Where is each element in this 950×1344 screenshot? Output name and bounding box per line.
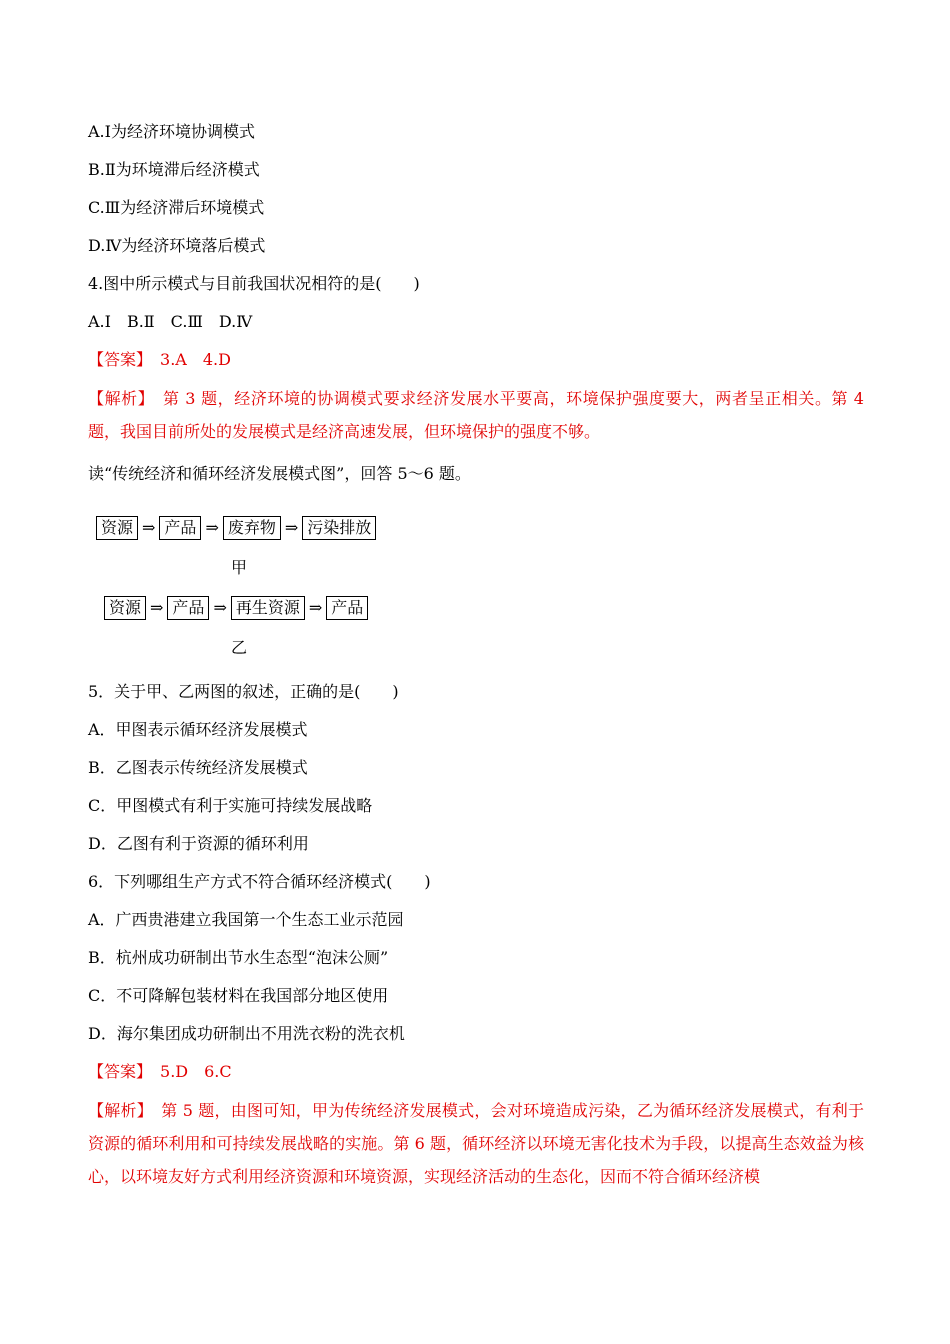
flow-arrow: ⇒ — [142, 518, 156, 537]
q3-option-a: A.Ⅰ为经济环境协调模式 — [88, 122, 255, 141]
q5-option-a: A．甲图表示循环经济发展模式 — [88, 720, 308, 739]
flow-step: 产品 — [167, 596, 209, 620]
q4-options: A.Ⅰ B.Ⅱ C.Ⅲ D.Ⅳ — [88, 312, 253, 331]
flow-step: 废弃物 — [223, 516, 281, 540]
flow-arrow: ⇒ — [205, 518, 219, 537]
flow-arrow: ⇒ — [213, 598, 227, 617]
q6-stem: 6．下列哪组生产方式不符合循环经济模式( ) — [88, 872, 431, 891]
diagram-caption-yi: 乙 — [231, 638, 248, 657]
analysis-label: 【解析】 — [88, 389, 147, 408]
flow-step: 再生资源 — [231, 596, 305, 620]
q3-option-b: B.Ⅱ为环境滞后经济模式 — [88, 160, 260, 179]
q3-option-d: D.Ⅳ为经济环境落后模式 — [88, 236, 266, 255]
q3-option-c: C.Ⅲ为经济滞后环境模式 — [88, 198, 265, 217]
flow-arrow: ⇒ — [150, 598, 164, 617]
answer-label: 【答案】 — [88, 350, 145, 369]
q5-option-b: B．乙图表示传统经济发展模式 — [88, 758, 308, 777]
q4-stem: 4.图中所示模式与目前我国状况相符的是( ) — [88, 274, 420, 293]
answer-label: 【答案】 — [88, 1062, 145, 1081]
flow-step: 污染排放 — [302, 516, 376, 540]
diagram-intro: 读“传统经济和循环经济发展模式图”，回答 5～6 题。 — [88, 464, 471, 483]
q6-option-c: C．不可降解包装材料在我国部分地区使用 — [88, 986, 389, 1005]
q5-option-c: C．甲图模式有利于实施可持续发展战略 — [88, 796, 373, 815]
flow-arrow: ⇒ — [308, 598, 323, 617]
flow-diagram-jia — [96, 516, 376, 540]
analysis-text: 第 3 题，经济环境的协调模式要求经济发展水平要高，环境保护强度要大，两者呈正相关。第 4 题，我国目前所处的发展模式是经济高速发展，但环境保护的强度不够。 — [88, 389, 864, 441]
flow-step: 产品 — [326, 596, 368, 620]
q6-option-b: B．杭州成功研制出节水生态型“泡沫公厕” — [88, 948, 389, 967]
flow-step: 产品 — [159, 516, 201, 540]
answer-block-1 — [88, 349, 231, 371]
q5-option-d: D．乙图有利于资源的循环利用 — [88, 834, 309, 853]
answer-text: 5.D 6.C — [160, 1062, 232, 1081]
analysis-label: 【解析】 — [88, 1101, 145, 1120]
diagram-caption-jia: 甲 — [231, 558, 248, 577]
analysis-block-1 — [88, 382, 864, 448]
q6-option-a: A．广西贵港建立我国第一个生态工业示范园 — [88, 910, 404, 929]
q6-option-d: D．海尔集团成功研制出不用洗衣粉的洗衣机 — [88, 1024, 405, 1043]
answer-block-2 — [88, 1061, 232, 1083]
flow-step: 资源 — [96, 516, 138, 540]
flow-arrow: ⇒ — [284, 518, 299, 537]
q5-stem: 5．关于甲、乙两图的叙述，正确的是( ) — [88, 682, 399, 701]
flow-step: 资源 — [104, 596, 146, 620]
analysis-block-2 — [88, 1094, 864, 1193]
analysis-text: 第 5 题，由图可知，甲为传统经济发展模式，会对环境造成污染，乙为循环经济发展模式，有利于资源的循环利用和可持续发展战略的实施。第 6 题，循环经济以环境无害化技术为手段，以提高生态效益为核心，以环境友好方式利用经济资源和环境资源，实现经济活动的生态化，因而不符合循环经济模 — [88, 1101, 864, 1186]
answer-text: 3.A 4.D — [160, 350, 231, 369]
flow-diagram-yi — [104, 596, 368, 620]
